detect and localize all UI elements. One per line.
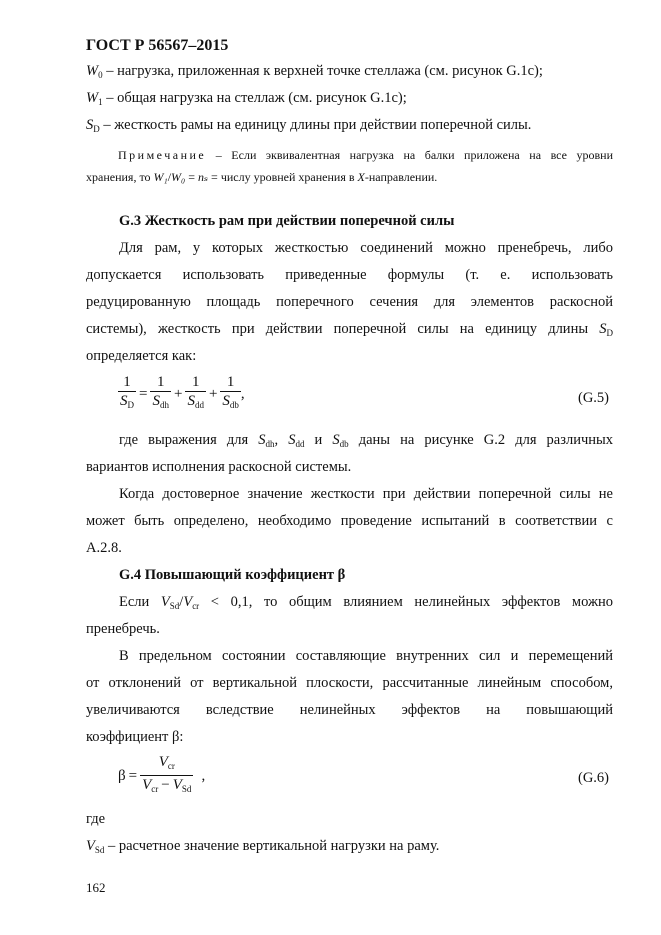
note-text: / <box>167 170 172 184</box>
symbol: S <box>332 432 340 448</box>
subscript: D <box>127 400 134 410</box>
paragraph-line: Для рам, у которых жесткостью соединений можно пренебречь, либо <box>119 240 613 256</box>
where-label: где <box>86 811 106 827</box>
subscript: Sd <box>94 845 105 855</box>
minus-sign: − <box>161 777 170 793</box>
comma: , <box>240 385 245 402</box>
paragraph-line: А.2.8. <box>86 540 122 556</box>
def-sd <box>86 117 531 134</box>
subscript: Sd <box>181 784 192 794</box>
note-label: Примечание <box>118 148 207 162</box>
paragraph-line: редуцированную площадь поперечного сечения для элементов раскосной <box>86 294 613 310</box>
def-w0 <box>86 63 543 80</box>
symbol: W <box>86 63 99 79</box>
paragraph-line: от отклонений от вертикальной плоскости, рассчитанные линейным способом, <box>86 675 613 691</box>
fraction <box>150 374 171 414</box>
symbol: S <box>258 432 266 448</box>
symbol: W <box>86 90 99 106</box>
section-heading-g4: G.4 Повышающий коэффициент β <box>119 567 346 583</box>
symbol: V <box>142 777 152 793</box>
subscript: dh <box>159 400 169 410</box>
paragraph-line: коэффициент β: <box>86 729 184 745</box>
symbol: S <box>599 321 607 337</box>
symbol: V <box>172 777 182 793</box>
paragraph-line: может быть определено, необходимо проведение испытаний в соответствии с <box>86 513 613 529</box>
symbol: nₛ <box>198 170 209 184</box>
fraction <box>140 754 193 798</box>
paragraph-text: Если <box>119 594 161 610</box>
paragraph-text: где выражения для <box>119 432 259 448</box>
fraction <box>220 374 241 414</box>
def-text: – жесткость рамы на единицу длины при действии поперечной силы. <box>99 117 532 133</box>
note-line-1 <box>118 148 613 163</box>
subscript: dd <box>194 400 204 410</box>
note-text: – Если эквивалентная нагрузка на балки приложена на все уровни <box>206 148 613 162</box>
paragraph-line: В предельном состоянии составляющие внутренних сил и перемещений <box>119 648 613 664</box>
paragraph-line: пренебречь. <box>86 621 160 637</box>
note-text: = <box>185 170 198 184</box>
equals-sign: = <box>139 385 148 402</box>
paragraph-line: определяется как: <box>86 348 197 364</box>
symbol: W₁ <box>153 170 168 184</box>
numerator: 1 <box>156 374 165 390</box>
symbol: S <box>152 393 160 409</box>
beta-symbol: β <box>118 767 126 784</box>
paragraph-line-with-symbols <box>86 432 613 449</box>
comma: , <box>201 767 206 784</box>
symbol: W₀ <box>171 170 186 184</box>
symbol: V <box>183 594 193 610</box>
paragraph-text: < 0,1, то общим влиянием нелинейных эффектов можно <box>199 594 614 610</box>
paragraph-text: даны на рисунке G.2 для различных <box>348 432 614 448</box>
subscript: 1 <box>98 97 103 107</box>
symbol: V <box>160 594 170 610</box>
equation-g5 <box>118 374 245 414</box>
subscript: db <box>339 439 349 449</box>
note-text: хранения, то <box>86 170 154 184</box>
paragraph-line-with-symbol <box>86 321 613 338</box>
subscript: cr <box>167 761 175 771</box>
subscript: 0 <box>98 70 103 80</box>
equation-number: (G.5) <box>578 390 610 406</box>
subscript: Sd <box>169 601 180 611</box>
symbol: X <box>357 170 365 184</box>
paragraph-text: системы), жесткость при действии поперечной силы на единицу длины <box>86 321 589 337</box>
symbol: S <box>86 117 94 133</box>
paragraph-text: / <box>179 594 184 610</box>
note-line-2 <box>86 170 437 185</box>
paragraph-line-with-symbols <box>86 594 613 611</box>
def-text: – расчетное значение вертикальной нагрузки на раму. <box>104 838 440 854</box>
note-text: -направлении. <box>364 170 438 184</box>
subscript: D <box>93 124 100 134</box>
paragraph-line: увеличиваются вследствие нелинейных эффектов на повышающий <box>86 702 613 718</box>
fraction <box>118 374 136 414</box>
subscript: dd <box>295 439 305 449</box>
subscript: dh <box>265 439 275 449</box>
page-number: 162 <box>86 880 106 895</box>
section-heading-g3: G.3 Жесткость рам при действии поперечной силы <box>119 213 455 229</box>
def-vsd <box>86 838 439 855</box>
equals-sign: = <box>128 767 138 784</box>
subscript: D <box>606 328 613 338</box>
paragraph-text: и <box>304 432 333 448</box>
symbol: S <box>288 432 296 448</box>
plus-sign: + <box>208 385 218 402</box>
symbol: V <box>158 754 168 770</box>
paragraph-line: Когда достоверное значение жесткости при действии поперечной силы не <box>119 486 613 502</box>
document-header: ГОСТ Р 56567–2015 <box>86 37 229 54</box>
paragraph-text: , <box>274 432 289 448</box>
symbol: S <box>187 393 195 409</box>
equation-g6 <box>118 754 205 798</box>
symbol: V <box>86 838 95 854</box>
paragraph-line: вариантов исполнения раскосной системы. <box>86 459 352 475</box>
symbol: S <box>222 393 230 409</box>
fraction <box>185 374 206 414</box>
subscript: db <box>229 400 239 410</box>
def-w1 <box>86 90 407 107</box>
plus-sign: + <box>173 385 183 402</box>
note-text: = числу уровней хранения в <box>208 170 358 184</box>
subscript: cr <box>192 601 200 611</box>
numerator: 1 <box>191 374 200 390</box>
def-text: – общая нагрузка на стеллаж (см. рисунок G.1с); <box>102 90 407 106</box>
def-text: – нагрузка, приложенная к верхней точке стеллажа (см. рисунок G.1с); <box>102 63 543 79</box>
subscript: cr <box>151 784 159 794</box>
paragraph-line: допускается использовать приведенные формулы (т. е. использовать <box>86 267 613 283</box>
numerator: 1 <box>226 374 235 390</box>
equation-number: (G.6) <box>578 770 610 786</box>
symbol: S <box>120 393 128 409</box>
numerator: 1 <box>123 374 131 390</box>
